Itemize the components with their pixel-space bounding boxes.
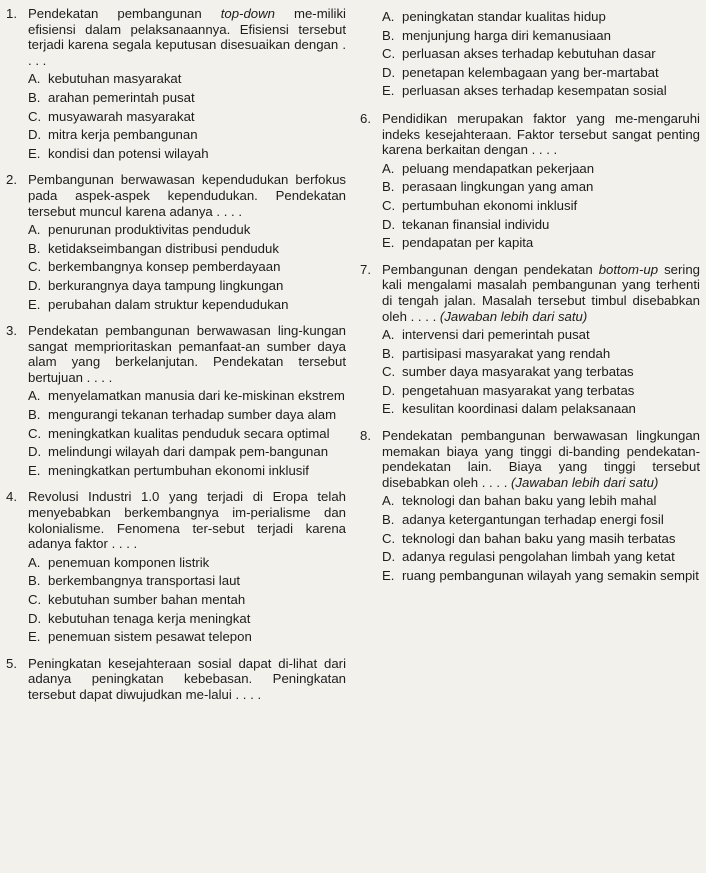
option[interactable]: C. meningkatkan kualitas penduduk secara optimal [28, 425, 330, 441]
option[interactable]: D. penetapan kelembagaan yang ber-martabat [382, 64, 659, 80]
option[interactable]: B. adanya ketergantungan terhadap energi fosil [382, 512, 664, 528]
option[interactable]: B. partisipasi masyarakat yang rendah [382, 345, 611, 361]
question-stem: Pembangunan dengan pendekatan bottom-up sering kali mengalami masalah pembangunan yang terhenti di tengah jalan. Masalah tersebut timbul disebabkan oleh . . . . (Jawaban lebih dari satu) [382, 261, 700, 324]
answer-note: (Jawaban lebih dari satu) [511, 474, 659, 490]
option[interactable]: C. musyawarah masyarakat [28, 108, 195, 124]
option[interactable]: E. meningkatkan pertumbuhan ekonomi inklusif [28, 462, 309, 478]
option[interactable]: A. peluang mendapatkan pekerjaan [382, 160, 595, 176]
option[interactable]: E. perluasan akses terhadap kesempatan sosial [382, 83, 667, 99]
question-stem: Pendekatan pembangunan top-down me-miliki efisiensi dalam pelaksanaannya. Efisiensi tersebut terjadi karena segala keputusan disesuaikan dengan . . . . [28, 6, 346, 68]
question-1 [6, 6, 346, 161]
question-7 [360, 262, 700, 417]
question-stem: Revolusi Industri 1.0 yang terjadi di Eropa telah menyebabkan berkembangnya im-perialisme dan kolonialisme. Fenomena ter-sebut terjadi karena adanya faktor . . . . [28, 489, 346, 552]
question-4 [6, 489, 346, 644]
question-number: 6. [360, 110, 371, 126]
option[interactable]: D. pengetahuan masyarakat yang terbatas [382, 382, 635, 398]
option[interactable]: C. sumber daya masyarakat yang terbatas [382, 364, 634, 380]
question-2 [6, 172, 346, 312]
question-stem: Peningkatan kesejahteraan sosial dapat di-lihat dari adanya peningkatan kebebasan. Peningkatan tersebut dapat diwujudkan me-lalui . . . . [28, 655, 346, 702]
question-6 [360, 111, 700, 251]
question-stem: Pendekatan pembangunan berwawasan ling-kungan sangat memprioritaskan pemanfaat-an sumber daya alam yang berkelanjutan. Pendekatan tersebut bertujuan . . . . [28, 323, 346, 385]
answer-note: (Jawaban lebih dari satu) [439, 308, 588, 324]
option[interactable]: C. pertumbuhan ekonomi inklusif [382, 197, 578, 213]
option[interactable]: E. ruang pembangunan wilayah yang semakin sempit [382, 567, 699, 583]
question-number: 3. [6, 323, 17, 339]
option[interactable]: B. berkembangnya transportasi laut [28, 573, 241, 589]
option[interactable]: E. kesulitan koordinasi dalam pelaksanaan [382, 401, 636, 417]
option[interactable]: E. penemuan sistem pesawat telepon [28, 629, 252, 645]
option[interactable]: D. mitra kerja pembangunan [28, 127, 198, 143]
option[interactable]: A. peningkatan standar kualitas hidup [382, 9, 606, 24]
option[interactable]: E. pendapatan per kapita [382, 235, 534, 251]
option[interactable]: B. ketidakseimbangan distribusi penduduk [28, 240, 279, 256]
option[interactable]: B. menjunjung harga diri kemanusiaan [382, 27, 611, 43]
option[interactable]: B. arahan pemerintah pusat [28, 89, 195, 105]
question-stem: Pembangunan berwawasan kependudukan berfokus pada aspek-aspek kependudukan. Pendekatan tersebut muncul karena adanya . . . . [28, 172, 346, 219]
right-column [360, 6, 700, 594]
option[interactable]: B. mengurangi tekanan terhadap sumber daya alam [28, 407, 337, 423]
question-stem: Pendekatan pembangunan berwawasan lingkungan memakan biaya yang tinggi di-banding pendekatan-pendekatan lain. Biaya yang tinggi tersebut disebabkan oleh . . . . (Jawaban lebih dari satu) [382, 428, 700, 490]
left-column [6, 6, 346, 714]
option[interactable]: C. perluasan akses terhadap kebutuhan dasar [382, 46, 656, 62]
option[interactable]: D. tekanan finansial individu [382, 216, 550, 232]
question-number: 8. [360, 428, 371, 444]
question-number: 5. [6, 655, 17, 671]
option[interactable]: C. teknologi dan bahan baku yang masih terbatas [382, 530, 676, 546]
option[interactable]: A. teknologi dan bahan baku yang lebih mahal [382, 493, 657, 509]
question-number: 4. [6, 489, 17, 505]
question-number: 2. [6, 172, 17, 188]
option[interactable]: E. perubahan dalam struktur kependudukan [28, 296, 289, 312]
option[interactable]: C. kebutuhan sumber bahan mentah [28, 592, 246, 607]
option[interactable]: D. melindungi wilayah dari dampak pem-bangunan [28, 444, 329, 460]
option[interactable]: C. berkembangnya konsep pemberdayaan [28, 259, 281, 275]
option[interactable]: A. penurunan produktivitas penduduk [28, 222, 251, 238]
question-number: 1. [6, 6, 17, 21]
option[interactable]: D. berkurangnya daya tampung lingkungan [28, 277, 284, 293]
option[interactable]: A. intervensi dari pemerintah pusat [382, 327, 590, 343]
question-5 [6, 656, 346, 703]
option[interactable]: D. adanya regulasi pengolahan limbah yang ketat [382, 549, 675, 565]
question-3 [6, 323, 346, 478]
option[interactable]: D. kebutuhan tenaga kerja meningkat [28, 610, 251, 626]
option[interactable]: E. kondisi dan potensi wilayah [28, 145, 209, 161]
question-number: 7. [360, 261, 371, 277]
question-stem: Pendidikan merupakan faktor yang me-mengaruhi indeks kesejahteraan. Faktor tersebut sangat penting karena berkaitan dengan . . . . [382, 110, 700, 158]
question-5-options [360, 9, 700, 99]
option[interactable]: B. perasaan lingkungan yang aman [382, 179, 594, 195]
option[interactable]: A. kebutuhan masyarakat [28, 71, 182, 87]
question-8 [360, 428, 700, 583]
option[interactable]: A. menyelamatkan manusia dari ke-miskinan ekstrem [28, 388, 345, 404]
option[interactable]: A. penemuan komponen listrik [28, 554, 210, 570]
